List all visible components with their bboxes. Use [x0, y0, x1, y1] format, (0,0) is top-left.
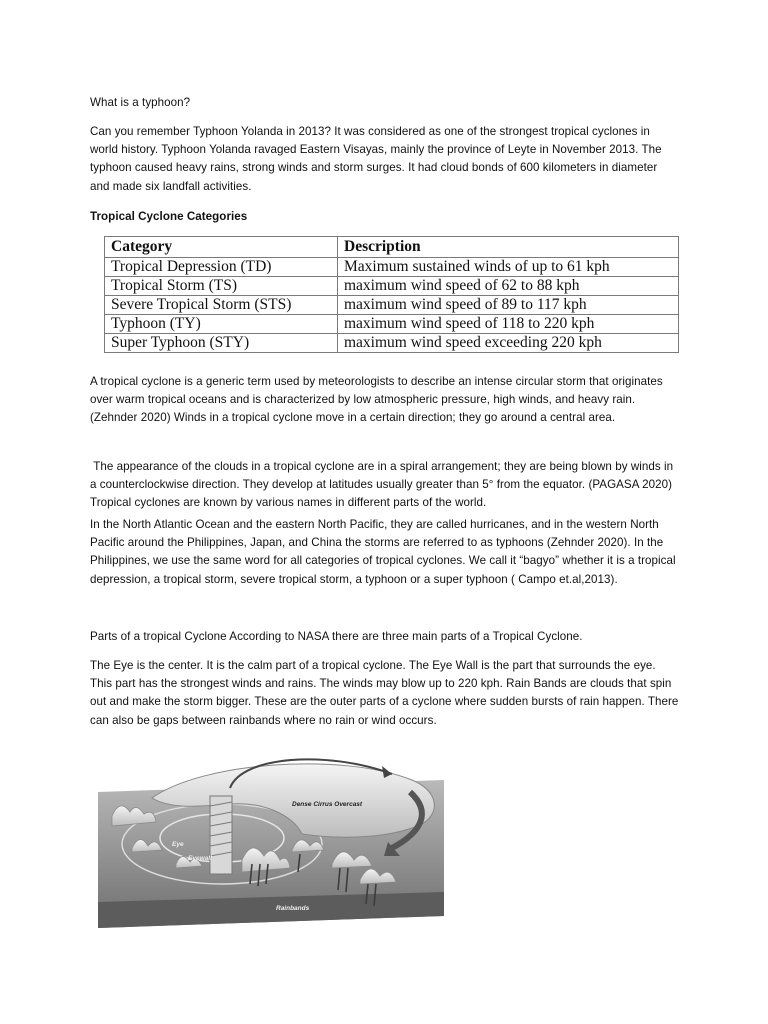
paragraph-parts: Parts of a tropical Cyclone According to NASA there are three main parts of a Tropical Cyclone.	[90, 630, 583, 643]
table-cell-category: Typhoon (TY)	[105, 315, 338, 334]
table-cell-description: maximum wind speed exceeding 220 kph	[338, 334, 679, 353]
categories-heading: Tropical Cyclone Categories	[90, 210, 248, 223]
paragraph-eye: The Eye is the center. It is the calm part of a tropical cyclone. The Eye Wall is the part that surrounds the eye. This part has the strongest winds and rains. The winds may blow up to 220 kph. Rain Bands are clouds that spin out and make the storm bigger. These are the outer parts of a cyclone where sudden bursts of rain happen. There can also be gaps between rainbands where no rain or wind occurs.	[90, 659, 679, 727]
table-header-row	[105, 237, 679, 258]
table-header-category: Category	[105, 237, 338, 258]
label-eye: Eye	[172, 841, 184, 848]
table-cell-description: maximum wind speed of 118 to 220 kph	[338, 315, 679, 334]
label-eyewall: Eyewall	[188, 855, 212, 862]
table-row	[105, 296, 679, 315]
paragraph-appearance: The appearance of the clouds in a tropical cyclone are in a spiral arrangement; they are being blown by winds in a counterclockwise direction. They develop at latitudes usually greater than 5° from the equator. (PAGASA 2020) Tropical cyclones are known by various names in different parts of the world.	[90, 460, 677, 510]
category-table	[104, 236, 679, 353]
table-row	[105, 315, 679, 334]
label-rainbands: Rainbands	[276, 905, 310, 912]
cyclone-diagram-svg	[92, 752, 450, 930]
table-row	[105, 258, 679, 277]
table-row	[105, 277, 679, 296]
table-cell-category: Super Typhoon (STY)	[105, 334, 338, 353]
paragraph-names: In the North Atlantic Ocean and the eastern North Pacific, they are called hurricanes, and in the western North Pacific around the Philippines, Japan, and China the storms are referred to as typhoons (Zehnder 2020). In the Philippines, we use the same word for all categories of tropical cyclones. We call it “bagyo” whether it is a tropical depression, a tropical storm, severe tropical storm, a typhoon or a super typhoon ( Campo et.al,2013).	[90, 518, 676, 586]
table-cell-description: Maximum sustained winds of up to 61 kph	[338, 258, 679, 277]
table-cell-category: Tropical Depression (TD)	[105, 258, 338, 277]
table-cell-description: maximum wind speed of 89 to 117 kph	[338, 296, 679, 315]
cyclone-diagram	[92, 752, 450, 930]
table-cell-category: Severe Tropical Storm (STS)	[105, 296, 338, 315]
paragraph-definition: A tropical cyclone is a generic term used by meteorologists to describe an intense circular storm that originates over warm tropical oceans and is characterized by low atmospheric pressure, high winds, and heavy rain. (Zehnder 2020) Winds in a tropical cyclone move in a certain direction; they go around a central area.	[90, 375, 663, 425]
table-row	[105, 334, 679, 353]
paragraph-yolanda: Can you remember Typhoon Yolanda in 2013? It was considered as one of the strongest tropical cyclones in world history. Typhoon Yolanda ravaged Eastern Visayas, mainly the province of Leyte in November 2013. The typhoon caused heavy rains, strong winds and storm surges. It had cloud bonds of 600 kilometers in diameter and made six landfall activities.	[90, 125, 662, 193]
label-overcast: Dense Cirrus Overcast	[292, 801, 363, 808]
table-header-description: Description	[338, 237, 679, 258]
table-cell-description: maximum wind speed of 62 to 88 kph	[338, 277, 679, 296]
table-cell-category: Tropical Storm (TS)	[105, 277, 338, 296]
question-heading: What is a typhoon?	[90, 96, 191, 109]
